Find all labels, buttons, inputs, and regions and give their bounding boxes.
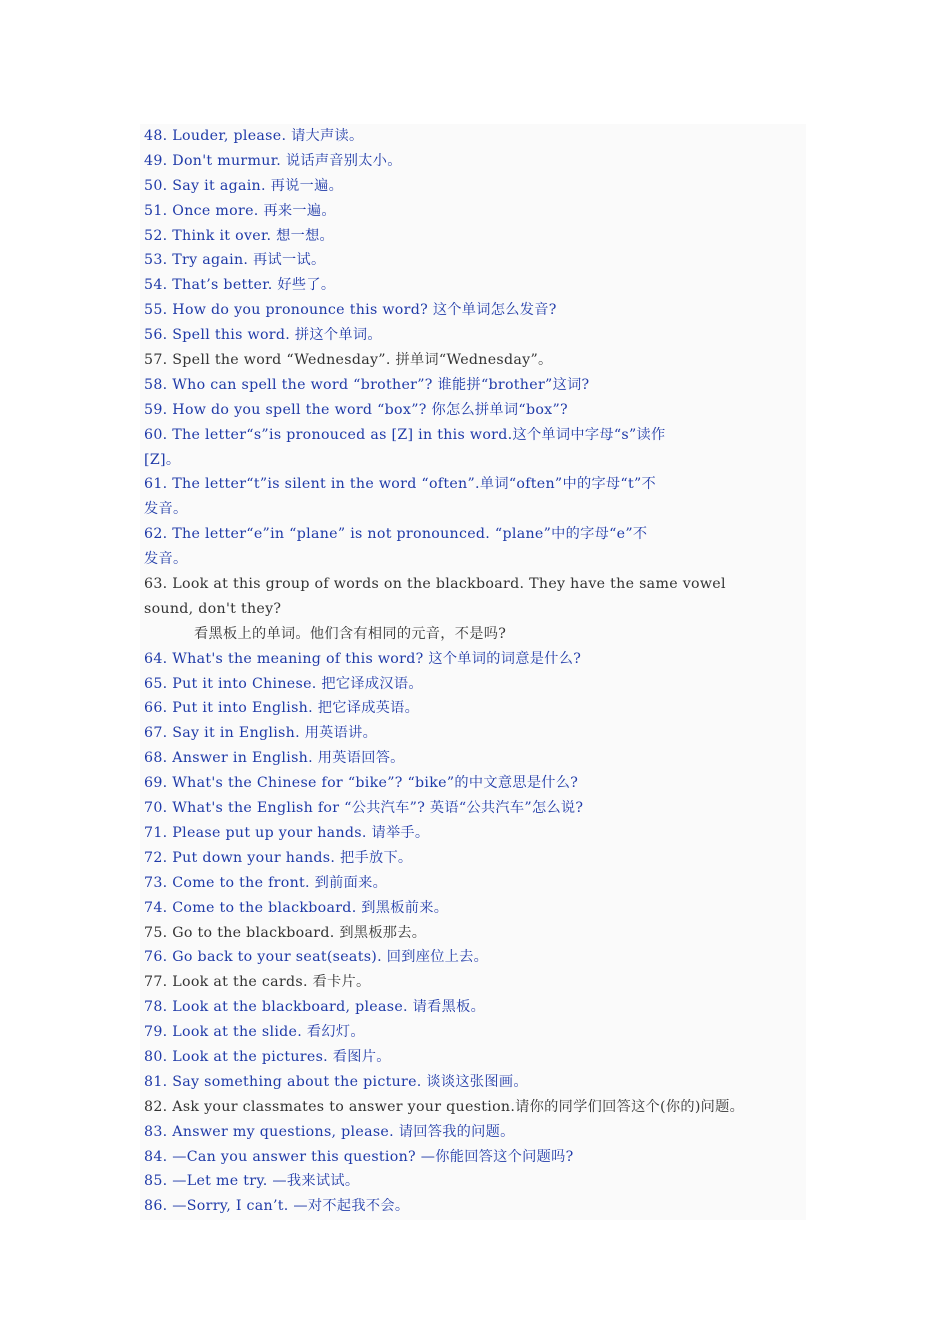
text-line: 74. Come to the blackboard. 到黑板前来。 [144, 899, 449, 916]
text-line: 75. Go to the blackboard. 到黑板那去。 [144, 924, 427, 941]
text-line: 59. How do you spell the word “box”? 你怎么拼单词“box”? [144, 401, 568, 418]
text-line: 69. What's the Chinese for “bike”? “bike”的中文意思是什么? [144, 775, 579, 792]
text-line: 51. Once more. 再来一遍。 [144, 202, 336, 219]
text-line: 86. —Sorry, I can’t. —对不起我不会。 [144, 1198, 410, 1215]
text-line: 55. How do you pronounce this word? 这个单词怎么发音? [144, 302, 557, 319]
text-line: 82. Ask your classmates to answer your question.请你的同学们回答这个(你的)问题。 [144, 1098, 745, 1115]
text-line: sound, don't they? [144, 600, 282, 617]
text-line: 81. Say something about the picture. 谈谈这张图画。 [144, 1073, 528, 1090]
text-line: 68. Answer in English. 用英语回答。 [144, 750, 405, 767]
text-line: 79. Look at the slide. 看幻灯。 [144, 1024, 365, 1041]
text-line: 53. Try again. 再试一试。 [144, 252, 326, 269]
text-line: 83. Answer my questions, please. 请回答我的问题。 [144, 1123, 515, 1140]
text-line: 发音。 [144, 551, 188, 568]
text-line: 64. What's the meaning of this word? 这个单词的词意是什么? [144, 650, 582, 667]
text-line: 58. Who can spell the word “brother”? 谁能拼“brother”这词? [144, 376, 590, 393]
text-line: 66. Put it into English. 把它译成英语。 [144, 700, 420, 717]
text-line: 73. Come to the front. 到前面来。 [144, 874, 388, 891]
text-line: 看黑板上的单词。他们含有相同的元音，不是吗? [194, 625, 507, 642]
text-line: 85. —Let me try. —我来试试。 [144, 1173, 360, 1190]
text-line: 71. Please put up your hands. 请举手。 [144, 824, 430, 841]
text-line: 48. Louder, please. 请大声读。 [144, 128, 364, 144]
text-line: 60. The letter“s”is pronouced as [Z] in this word.这个单词中字母“s”读作 [144, 426, 666, 443]
text-line: [Z]。 [144, 451, 181, 468]
text-line: 54. That’s better. 好些了。 [144, 277, 336, 294]
text-line: 72. Put down your hands. 把手放下。 [144, 849, 413, 866]
text-line: 56. Spell this word. 拼这个单词。 [144, 327, 382, 344]
text-line: 67. Say it in English. 用英语讲。 [144, 725, 378, 742]
text-line: 70. What's the English for “公共汽车”? 英语“公共汽车”怎么说? [144, 800, 584, 817]
text-line: 84. —Can you answer this question? —你能回答这个问题吗? [144, 1148, 574, 1165]
text-line: 76. Go back to your seat(seats). 回到座位上去。 [144, 949, 489, 966]
text-line: 50. Say it again. 再说一遍。 [144, 177, 344, 194]
document-body [144, 124, 812, 1219]
text-line: 发音。 [144, 501, 188, 518]
text-line: 77. Look at the cards. 看卡片。 [144, 974, 371, 991]
text-line: 52. Think it over. 想一想。 [144, 227, 335, 244]
text-line: 63. Look at this group of words on the blackboard. They have the same vowel [144, 576, 726, 593]
text-line: 65. Put it into Chinese. 把它译成汉语。 [144, 675, 423, 692]
text-line: 62. The letter“e”in “plane” is not pronounced. “plane”中的字母“e”不 [144, 526, 648, 543]
text-line: 57. Spell the word “Wednesday”. 拼单词“Wednesday”。 [144, 352, 553, 369]
text-line: 61. The letter“t”is silent in the word “often”.单词“often”中的字母“t”不 [144, 476, 657, 493]
text-line: 78. Look at the blackboard, please. 请看黑板。 [144, 999, 486, 1016]
text-line: 80. Look at the pictures. 看图片。 [144, 1048, 391, 1065]
text-line: 49. Don't murmur. 说话声音别太小。 [144, 152, 402, 169]
